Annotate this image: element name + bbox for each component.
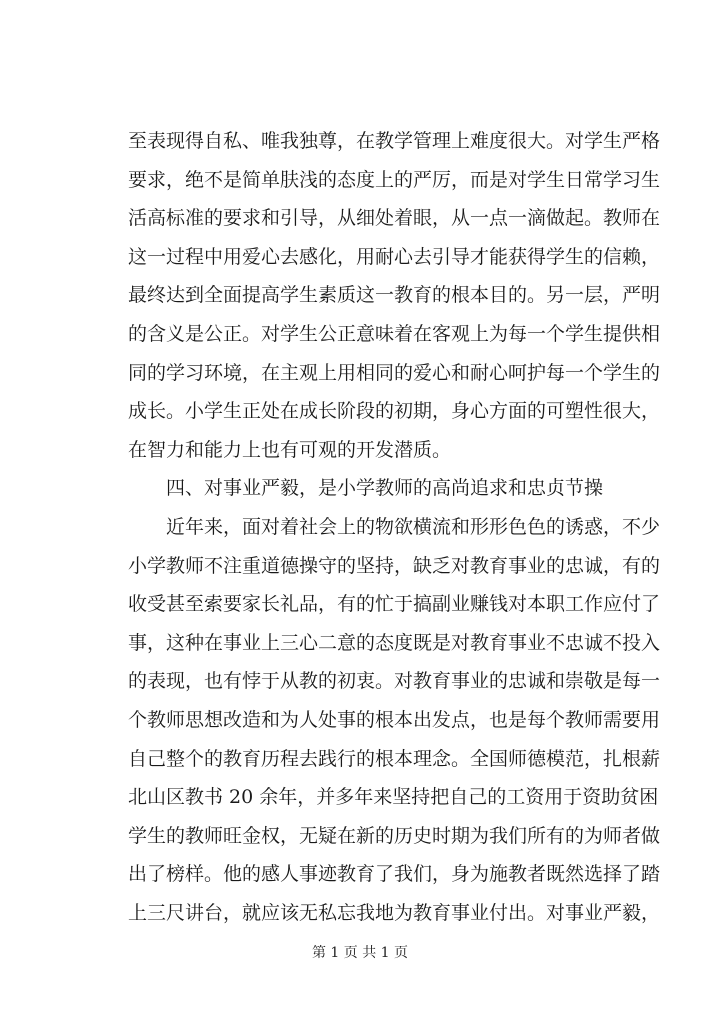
text-line-17: 自己整个的教育历程去践行的根本理念。全国师德模范，扎根薪	[128, 747, 661, 770]
text-line-19: 学生的教师旺金权，无疑在新的历史时期为我们所有的为师者做	[128, 824, 661, 847]
text-line-11: 近年来，面对着社会上的物欲横流和形形色色的诱惑，不少	[128, 515, 661, 538]
text-line-3: 活高标准的要求和引导，从细处着眼，从一点一滴做起。教师在	[128, 207, 661, 230]
text-line-9: 在智力和能力上也有可观的开发潜质。	[128, 438, 452, 461]
text-line-13: 收受甚至索要家长礼品，有的忙于搞副业赚钱对本职工作应付了	[128, 593, 661, 616]
text-line-4: 这一过程中用爱心去感化，用耐心去引导才能获得学生的信赖，	[128, 245, 661, 268]
text-line-7: 同的学习环境，在主观上用相同的爱心和耐心呵护每一个学生的	[128, 361, 661, 384]
section-heading: 四、对事业严毅，是小学教师的高尚追求和忠贞节操	[128, 477, 604, 500]
text-line-20: 出了榜样。他的感人事迹教育了我们，身为施教者既然选择了踏	[128, 863, 661, 886]
page-footer: 第 1 页 共 1 页	[311, 945, 409, 961]
text-line-8: 成长。小学生正处在成长阶段的初期，身心方面的可塑性很大，	[128, 400, 661, 423]
text-line-14: 事，这种在事业上三心二意的态度既是对教育事业不忠诚不投入	[128, 631, 661, 654]
text-line-15: 的表现，也有悖于从教的初衷。对教育事业的忠诚和崇敬是每一	[128, 670, 661, 693]
text-line-1: 至表现得自私、唯我独尊，在教学管理上难度很大。对学生严格	[128, 130, 661, 152]
text-line-18: 北山区教书 20 余年，并多年来坚持把自己的工资用于资助贫困	[128, 786, 659, 809]
text-line-12: 小学教师不注重道德操守的坚持，缺乏对教育事业的忠诚，有的	[128, 554, 661, 577]
text-line-6: 的含义是公正。对学生公正意味着在客观上为每一个学生提供相	[128, 322, 661, 345]
text-line-2: 要求，绝不是简单肤浅的态度上的严厉，而是对学生日常学习生	[128, 168, 661, 191]
body-text	[128, 122, 661, 932]
text-line-16: 个教师思想改造和为人处事的根本出发点，也是每个教师需要用	[128, 708, 661, 731]
text-line-5: 最终达到全面提高学生素质这一教育的根本目的。另一层，严明	[128, 284, 661, 307]
text-line-21: 上三尺讲台，就应该无私忘我地为教育事业付出。对事业严毅，	[128, 901, 661, 924]
